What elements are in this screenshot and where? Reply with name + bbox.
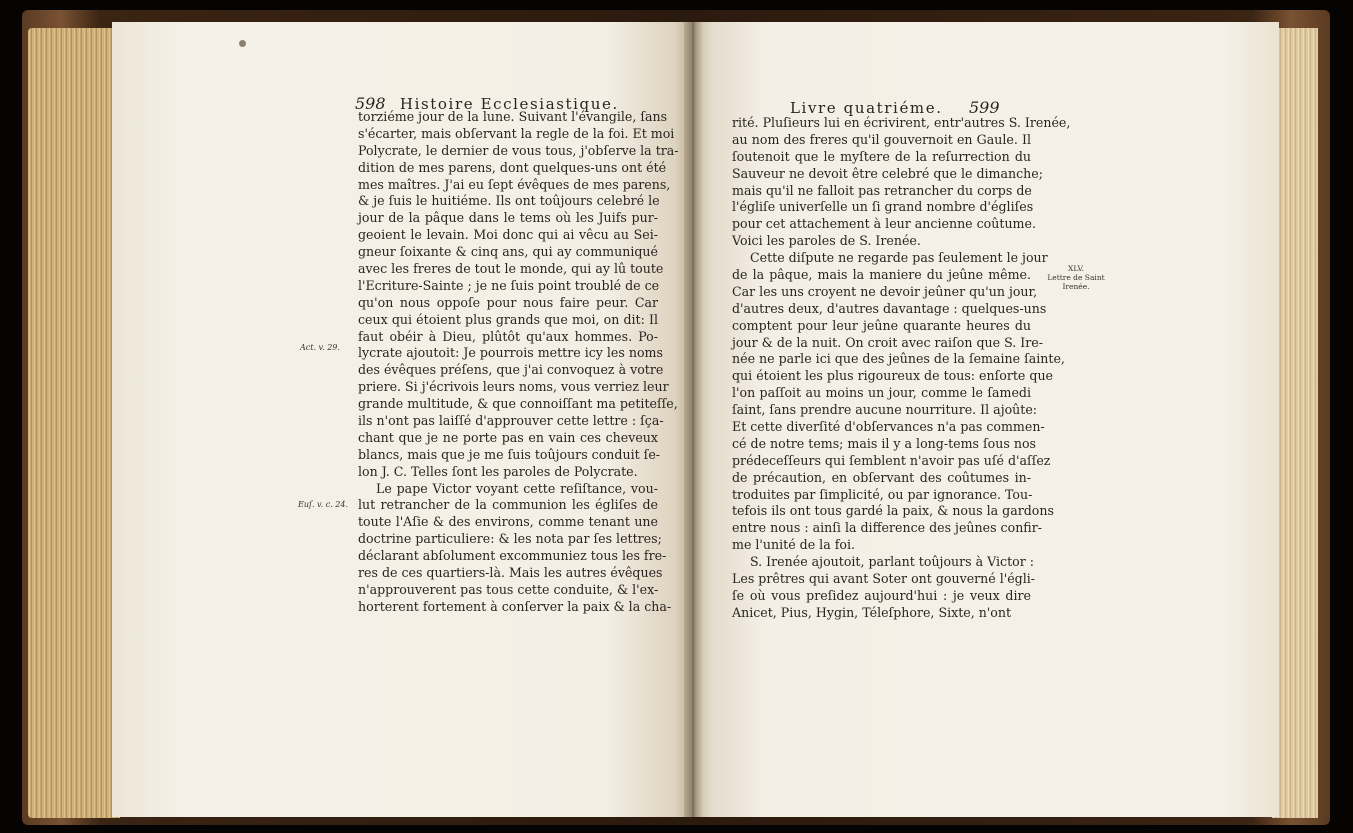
text-line: déclarant abſolument excommuniez tous les fre- bbox=[358, 548, 667, 564]
text-line: avec les freres de tout le monde, qui ay lû toute bbox=[358, 261, 664, 277]
text-line: blancs, mais que je me ſuis toûjours conduit ſe- bbox=[358, 446, 661, 462]
text-line: l'on paſſoit au moins un jour, comme le ſamedi bbox=[732, 385, 1031, 401]
text-line: gneur ſoixante & cinq ans, qui ay communiqué bbox=[358, 244, 658, 260]
left-page-block-edges bbox=[28, 28, 120, 818]
text-line: d'autres deux, d'autres davantage : quelques-uns bbox=[732, 300, 1047, 316]
text-line: qui étoient les plus rigoureux de tous: enſorte que bbox=[732, 368, 1054, 384]
text-line: mes maîtres. J'ai eu ſept évêques de mes parens, bbox=[358, 176, 671, 192]
text-line: cé de notre tems; mais il y a long-tems ſous nos bbox=[732, 435, 1036, 451]
text-line: l'Ecriture-Sainte ; je ne ſuis point troublé de ce bbox=[358, 277, 660, 293]
left-running-title: Histoire Ecclesiastique. bbox=[399, 95, 619, 113]
side-note-line2: Irenée. bbox=[1062, 282, 1090, 291]
margin-note-acts: Act. v. 29. bbox=[300, 343, 340, 352]
text-line: de précaution, en obſervant des coûtumes in- bbox=[732, 469, 1031, 485]
text-line: chant que je ne porte pas en vain ces cheveux bbox=[358, 429, 658, 445]
text-line: Anicet, Pius, Hygin, Téleſphore, Sixte, n'ont bbox=[732, 604, 1012, 620]
text-line: ſaint, ſans prendre aucune nourriture. Il ajoûte: bbox=[732, 402, 1038, 418]
text-line: prédeceſſeurs qui ſemblent n'avoir pas uſé d'aſſez bbox=[732, 452, 1051, 468]
text-line: doctrine particuliere: & les nota par ſes lettres; bbox=[358, 531, 662, 547]
text-line: qu'on nous oppoſe pour nous faire peur. Car bbox=[358, 294, 658, 310]
text-line: lycrate ajoutoit: Je pourrois mettre icy les noms bbox=[358, 345, 663, 361]
text-line: comptent pour leur jeûne quarante heures du bbox=[732, 317, 1031, 333]
text-line: Sauveur ne devoit être celebré que le dimanche; bbox=[732, 165, 1043, 181]
text-line: torziéme jour de la lune. Suivant l'évangile, ſans bbox=[358, 109, 668, 124]
text-line: Car les uns croyent ne devoir jeûner qu'un jour, bbox=[732, 283, 1038, 299]
text-line: pour cet attachement à leur ancienne coûtume. bbox=[732, 216, 1036, 232]
text-line: Cette diſpute ne regarde pas ſeulement le jour bbox=[750, 250, 1048, 266]
side-note-number: XLV. bbox=[1068, 264, 1084, 273]
text-line: Voici les paroles de S. Irenée. bbox=[732, 233, 921, 249]
text-line: née ne parle ici que des jeûnes de la ſemaine ſainte, bbox=[732, 351, 1065, 367]
side-note-letter bbox=[1036, 264, 1116, 291]
margin-note-eusebius: Euſ. v. c. 24. bbox=[298, 500, 348, 509]
text-line: au nom des freres qu'il gouvernoit en Gaule. Il bbox=[732, 131, 1031, 147]
text-line: des évêques préſens, que j'ai convoquez à votre bbox=[358, 362, 664, 378]
text-line: de la pâque, mais la maniere du jeûne même. bbox=[732, 267, 1031, 283]
text-line: rité. Pluſieurs lui en écrivirent, entr'autres S. Irenée, bbox=[732, 115, 1071, 130]
text-line: s'écarter, mais obſervant la regle de la foi. Et moi bbox=[358, 125, 675, 141]
text-line: jour & de la nuit. On croit avec raiſon que S. Ire- bbox=[732, 334, 1043, 350]
text-line: entre nous : ainſi la difference des jeûnes confir- bbox=[732, 520, 1042, 536]
text-line: n'approuverent pas tous cette conduite, & l'ex- bbox=[358, 581, 659, 597]
text-line: Polycrate, le dernier de vous tous, j'obſerve la tra- bbox=[358, 142, 679, 158]
right-running-title: Livre quatriéme. bbox=[790, 99, 943, 117]
text-line: ſoutenoit que le myſtere de la reſurrection du bbox=[732, 148, 1031, 164]
text-line: jour de la pâque dans le tems où les Juifs pur- bbox=[358, 210, 658, 226]
text-line: ils n'ont pas laiſſé d'approuver cette lettre : ſça- bbox=[358, 413, 664, 429]
text-line: lut retrancher de la communion les égliſes de bbox=[358, 497, 658, 513]
text-line: horterent fortement à conſerver la paix & la cha- bbox=[358, 598, 672, 614]
right-page-number: 599 bbox=[968, 98, 1000, 117]
left-page-number: 598 bbox=[355, 94, 386, 113]
text-line: res de ces quartiers-là. Mais les autres évêques bbox=[358, 565, 663, 581]
book-gutter bbox=[684, 22, 702, 817]
text-line: mais qu'il ne falloit pas retrancher du corps de bbox=[732, 182, 1032, 198]
text-line: Les prêtres qui avant Soter ont gouverné l'égli- bbox=[732, 571, 1036, 587]
text-line: & je ſuis le huitiéme. Ils ont toûjours celebré le bbox=[358, 193, 660, 209]
paper-spot bbox=[239, 40, 246, 47]
text-line: faut obéir à Dieu, plûtôt qu'aux hommes. Po- bbox=[358, 328, 658, 344]
text-line: troduites par ſimplicité, ou par ignorance. Tou- bbox=[732, 486, 1033, 502]
right-page-body bbox=[732, 115, 1071, 622]
text-line: priere. Si j'écrivois leurs noms, vous verriez leur bbox=[358, 379, 669, 395]
text-line: S. Irenée ajoutoit, parlant toûjours à Victor : bbox=[750, 554, 1035, 570]
text-line: dition de mes parens, dont quelques-uns ont été bbox=[358, 159, 667, 175]
left-page-body bbox=[358, 109, 679, 616]
text-line: Le pape Victor voyant cette reſiſtance, vou- bbox=[376, 480, 658, 496]
text-line: tefois ils ont tous gardé la paix, & nous la gardons bbox=[732, 503, 1054, 519]
text-line: Et cette diverſité d'obſervances n'a pas commen- bbox=[732, 419, 1045, 435]
text-line: ſe où vous preſidez aujourd'hui : je veux dire bbox=[732, 587, 1031, 603]
text-line: geoient le levain. Moi donc qui ai vêcu au Sei- bbox=[358, 227, 658, 243]
text-line: l'égliſe univerſelle un ſi grand nombre d'égliſes bbox=[732, 199, 1034, 215]
text-line: lon J. C. Telles ſont les paroles de Polycrate. bbox=[358, 463, 638, 479]
text-line: toute l'Aſie & des environs, comme tenant une bbox=[358, 514, 658, 530]
text-line: me l'unité de la foi. bbox=[732, 537, 855, 553]
text-line: grande multitude, & que connoiſſant ma petiteſſe, bbox=[358, 396, 678, 412]
text-line: ceux qui étoient plus grands que moi, on dit: Il bbox=[358, 311, 658, 327]
side-note-line1: Lettre de Saint bbox=[1047, 273, 1105, 282]
